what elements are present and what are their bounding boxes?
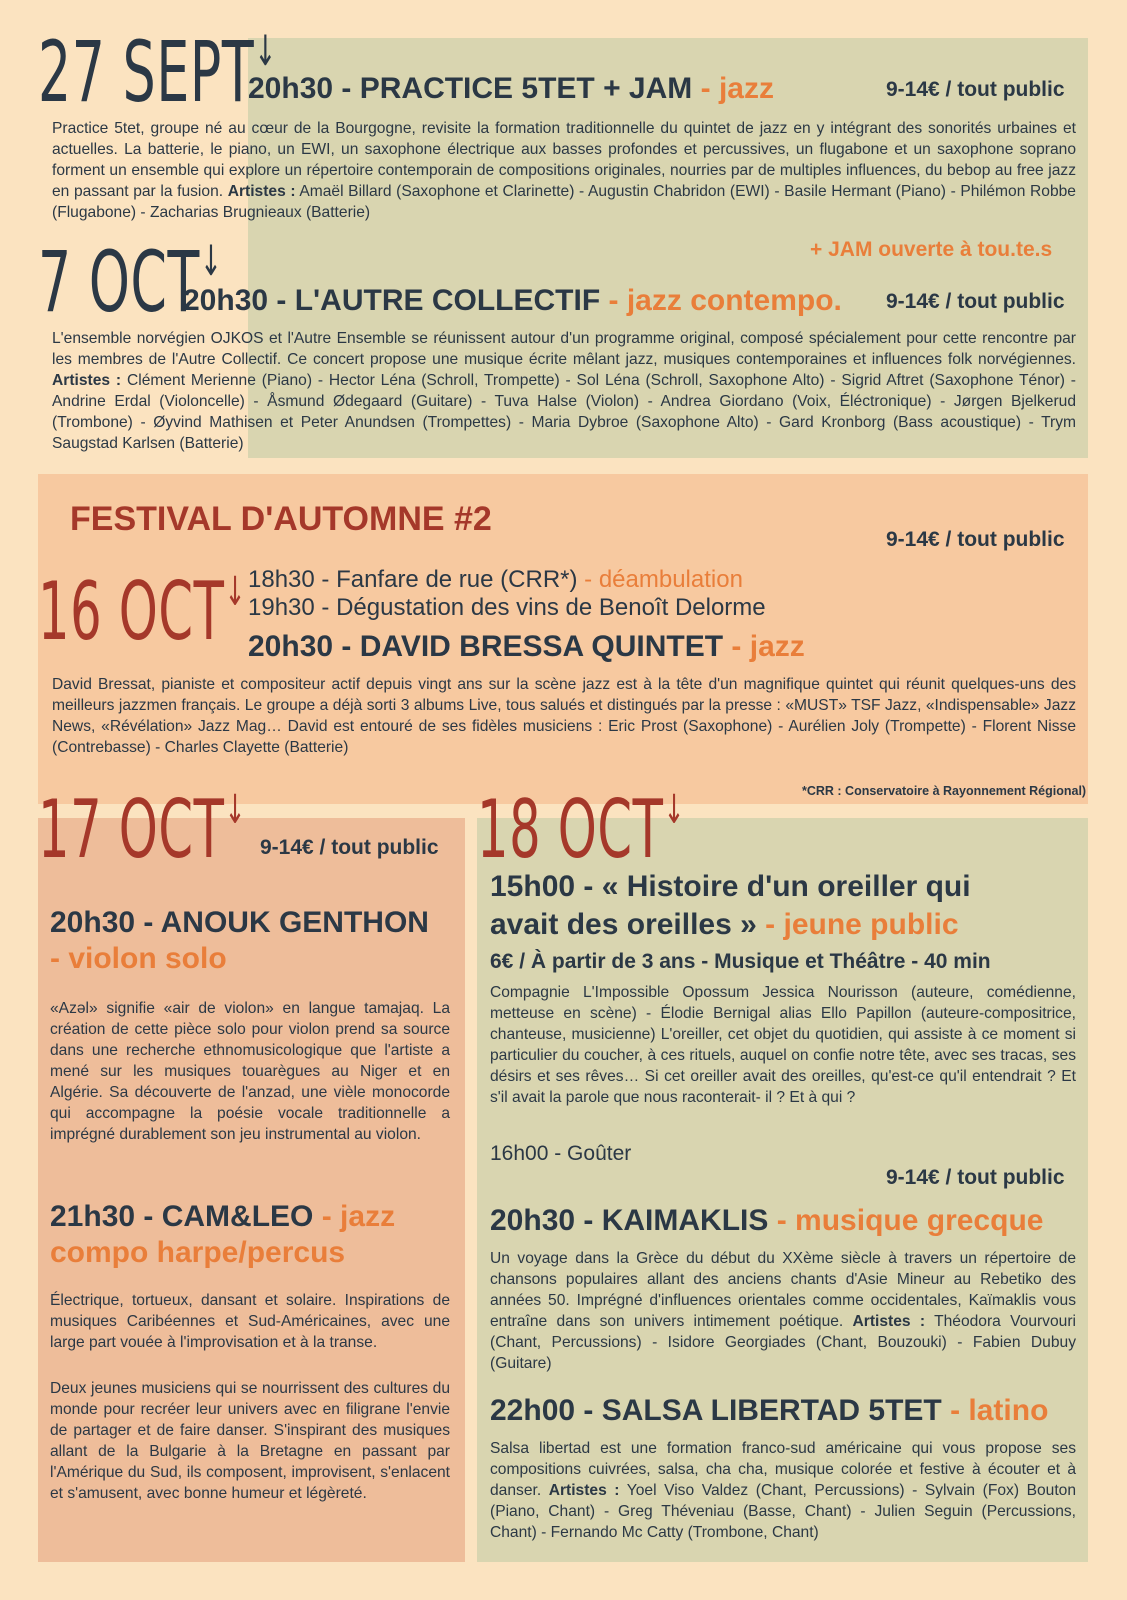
date-17-oct: 17 OCT↓	[38, 783, 246, 876]
event-title-kaimaklis: 20h30 - KAIMAKLIS - musique grecque	[490, 1204, 1044, 1237]
festival-title: FESTIVAL D'AUTOMNE #2	[70, 500, 492, 538]
genre-anouk: - violon solo	[50, 942, 227, 975]
event-title-oreiller-2: avait des oreilles » - jeune public	[490, 908, 959, 941]
info-oreiller: 6€ / À partir de 3 ans - Musique et Théâtre - 40 min	[490, 950, 991, 973]
price-festival: 9-14€ / tout public	[886, 528, 1065, 551]
oct16-line2: 19h30 - Dégustation des vins de Benoît Delorme	[248, 594, 766, 621]
desc-camleo-1: Électrique, tortueux, dansant et solaire. Inspirations de musiques Caribéennes et Sud-Américaines, avec une large part vouée à l'improvisation et à la transe.	[50, 1292, 450, 1351]
jam-open: + JAM ouverte à tou.te.s	[810, 238, 1053, 261]
event-title-oreiller-1: 15h00 - « Histoire d'un oreiller qui	[490, 870, 971, 903]
desc-autre-collectif: L'ensemble norvégien OJKOS et l'Autre Ensemble se réunissent autour d'un programme original, composé spécialement pour cette rencontre par les membres de l'Autre Collectif. Ce concert propose une musique écrite mêlant jazz, musiques contemporaines et influences folk norvégiennes. Artistes : Clément Merienne (Piano) - Hector Léna (Schroll, Trompette) - Sol Léna (Schroll, Saxophone Alto) - Sigrid Aftret (Saxophone Ténor) - Andrine Erdal (Violoncelle) - Åsmund Ødegaard (Guitare) - Tuva Halse (Violon) - Andrea Giordano (Voix, Éléctronique) - Jørgen Bjelkerud (Trombone) - Øyvind Mathisen et Peter Anundsen (Trompettes) - Maria Dybroe (Saxophone Alto) - Gard Kronborg (Bass acoustique) - Trym Saugstad Karlsen (Batterie)	[52, 330, 1076, 452]
desc-bressa: David Bressat, pianiste et compositeur actif depuis vingt ans sur la scène jazz est à la tête d'un magnifique quintet qui réunit quelques-uns des meilleurs jazzmen français. Le groupe a déjà sorti 3 albums Live, tous salués et distingués par la presse : «MUST» TSF Jazz, «Indispensable» Jazz News, «Révélation» Jazz Mag… David est entouré de ses fidèles musiciens : Eric Prost (Saxophone) - Aurélien Joly (Trompette) - Florent Nisse (Contrebasse) - Charles Clayette (Batterie)	[52, 676, 1076, 756]
oct16-line1: 18h30 - Fanfare de rue (CRR*) - déambulation	[248, 566, 743, 593]
desc-kaimaklis: Un voyage dans la Grèce du début du XXème siècle à travers un répertoire de chansons populaires allant des anciens chants d'Asie Mineur au Rebetiko des années 50. Imprégné d'influences orientales comme occidentales, Kaïmaklis vous entraîne dans son univers intimement poétique. Artistes : Théodora Vourvouri (Chant, Percussions) - Isidore Georgiades (Chant, Bouzouki) - Fabien Dubuy (Guitare)	[490, 1250, 1076, 1372]
date-27-sept: 27 SEPT↓	[38, 23, 277, 121]
desc-salsa: Salsa libertad est une formation franco-sud américaine qui vous propose ses compositions cuivrées, salsa, cha cha, musique colorée et festive à écouter et à danser. Artistes : Yoel Viso Valdez (Chant, Percussions) - Sylvain (Fox) Bouton (Piano, Chant) - Greg Théveniau (Basse, Chant) - Julien Seguin (Percussions, Chant) - Fernando Mc Catty (Trombone, Chant)	[490, 1440, 1076, 1541]
event-title-autre-collectif: 20h30 - L'AUTRE COLLECTIF - jazz contempo.	[183, 284, 842, 317]
date-16-oct: 16 OCT↓	[38, 565, 246, 658]
footnote-crr: *CRR : Conservatoire à Rayonnement Régional)	[802, 784, 1087, 798]
event-title-anouk: 20h30 - ANOUK GENTHON	[50, 906, 429, 939]
price-sept27: 9-14€ / tout public	[886, 78, 1065, 101]
desc-camleo-2: Deux jeunes musiciens qui se nourrissent des cultures du monde pour recréer leur univers avec en filigrane l'envie de partager et de faire danser. S'inspirant des musiques allant de la Bulgarie à la Bretagne en passant par l'Amérique du Sud, ils composent, improvisent, s'enlacent et s'amusent, avec bonne humeur et légèreté.	[50, 1380, 450, 1502]
price-oct18: 9-14€ / tout public	[886, 1166, 1065, 1189]
event-title-camleo: 21h30 - CAM&LEO - jazz	[50, 1200, 396, 1233]
date-7-oct: 7 OCT↓	[38, 233, 223, 331]
price-oct7: 9-14€ / tout public	[886, 290, 1065, 313]
date-18-oct: 18 OCT↓	[477, 783, 685, 876]
event-title-practice: 20h30 - PRACTICE 5TET + JAM - jazz	[248, 72, 774, 105]
event-title-bressa: 20h30 - DAVID BRESSA QUINTET - jazz	[248, 630, 805, 663]
desc-practice: Practice 5tet, groupe né au cœur de la Bourgogne, revisite la formation traditionnelle du quintet de jazz en y intégrant des sonorités urbaines et actuelles. La batterie, le piano, un EWI, un saxophone électrique aux basses profondes et percussives, un flugabone et un saxophone soprano forment un ensemble qui explore un répertoire contemporain de compositions originales, nourries par de multiples influences, du bebop au free jazz en passant par la fusion. Artistes : Amaël Billard (Saxophone et Clarinette) - Augustin Chabridon (EWI) - Basile Hermant (Piano) - Philémon Robbe (Flugabone) - Zacharias Brugnieaux (Batterie)	[52, 120, 1076, 221]
desc-anouk: «Azəl» signifie «air de violon» en langue tamajaq. La création de cette pièce solo pour violon prend sa source dans une recherche ethnomusicologique que l'artiste a mené sur les musiques touarègues au Niger et en Algérie. Sa découverte de l'anzad, une vièle monocorde qui accompagne la poésie vocale traditionnelle a imprégné durablement son jeu instrumental au violon.	[50, 1000, 450, 1143]
event-title-salsa: 22h00 - SALSA LIBERTAD 5TET - latino	[490, 1394, 1049, 1427]
price-oct17: 9-14€ / tout public	[260, 836, 439, 859]
genre-camleo: compo harpe/percus	[50, 1236, 346, 1269]
desc-oreiller: Compagnie L'Impossible Opossum Jessica Nourisson (auteure, comédienne, metteuse en scène) - Élodie Bernigal alias Ello Papillon (auteure-compositrice, chanteuse, musicienne) L'oreiller, cet objet du quotidien, qui assiste à ce moment si particulier du coucher, à ces rituels, auquel on confie notre tête, avec ses tracas, ses désirs et ses rêves… Si cet oreiller avait des oreilles, qu'est-ce qu'il entendrait ? Et s'il avait la parole que nous raconterait- il ? Et à qui ?	[490, 984, 1076, 1106]
gouter: 16h00 - Goûter	[490, 1142, 632, 1165]
